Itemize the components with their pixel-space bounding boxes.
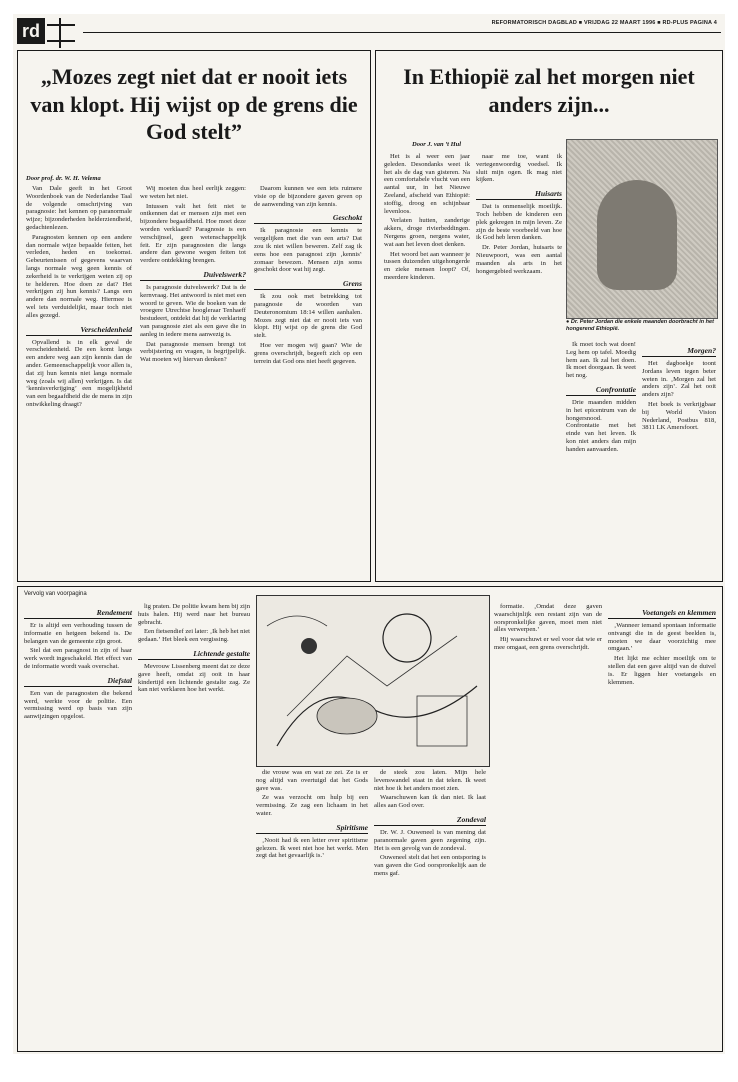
paragraph: Het dagboekje toont Jordans leven tegen beter weten in. ‚Morgen zal het anders zijn‛. Zal het ooit anders zijn?	[642, 360, 716, 399]
paragraph: Wij moeten dus heel eerlijk zeggen: we weten het niet.	[140, 185, 246, 200]
paragraph: Ik zou ook met betrekking tot paragnosie de woorden van Deuteronomium 18:14 willen aanhalen. Mozes zegt niet dat er nooit iets van klopt. Hij wijst op de grens die God stelt.	[254, 293, 362, 340]
paragraph: Verlaten hutten, zanderige akkers, droge rivierbeddingen. Nergens groen, nergens water, wat aan het leven doet denken.	[384, 217, 470, 248]
article-continuation	[17, 586, 723, 1052]
paragraph: Een van de paragnosten die bekend werd, werkte voor de politie. Een vermissing werd op basis van zijn aanwijzingen opgelost.	[24, 689, 132, 721]
paragraph: de steek zou laten. Mijn hele levenswandel staat in dat teken. Ik weet niet hoe ik het anders moet zien.	[374, 769, 486, 792]
paragraph: Daarom kunnen we een iets ruimere visie op de bijzondere gaven geven op de aanwending van zijn kennis.	[254, 185, 362, 208]
article-paragnosie	[17, 50, 371, 582]
paragraph: Hoe ver mogen wij gaan? Wie de grens overschrijdt, begeeft zich op een terrein dat God ons niet heeft gegeven.	[254, 341, 362, 365]
paragraph: Paragnosten kennen op een andere dan normale wijze bepaalde feiten, het verleden, heden en toekomst. Gebeurtenissen of gegevens waarvan langs normale weg geen kennis of zekerheid is te verkrijgen weten zij op te helderen. Hoe doen ze dat? Het verkrijgen zij hun kennis? Langs een andere dan normale weg. Hiermee is wel iets verduidelijkt, maar toch niet alles gezegd.	[26, 233, 132, 319]
paragraph: Er is altijd een verhouding tussen de informatie en hetgeen bekend is. De belangen van de gemeente zijn groot.	[24, 622, 132, 645]
illustration-drawing	[257, 596, 489, 766]
article-column-1	[384, 153, 470, 573]
paragraph: die vrouw was en wat ze zei. Ze is er nog altijd van overtuigd dat het Gods gave was.	[256, 769, 368, 792]
article-headline: „Mozes zegt niet dat er nooit iets van klopt. Hij wijst op de grens die God stelt”	[30, 64, 358, 144]
article-column-6	[608, 603, 716, 1043]
subheading: Zondeval	[374, 815, 486, 826]
portrait-photo	[566, 139, 718, 319]
subheading: Duivelswerk?	[140, 270, 246, 281]
continuation-label: Vervolg van voorpagina	[24, 591, 87, 597]
paragraph: ‚Wanneer iemand spontaan informatie ontvangt die in de geest beelden is, moeten we daar voorzichtig mee omgaan.‛	[608, 622, 716, 653]
article-byline: Door prof. dr. W. H. Velema	[26, 175, 101, 182]
person-silhouette	[597, 180, 677, 290]
paragraph: Het lijkt me echter moeilijk om te stellen dat een gave altijd van de duivel is. Er liggen hier voetangels en klemmen.	[608, 655, 716, 686]
paragraph: Mevrouw Lissenberg meent dat ze deze gave heeft, omdat zij ooit in haar kindertijd een lichtende gestalte zag. Ze kan niet verklaren hoe het werkt.	[138, 662, 250, 694]
paragraph: Het boek is verkrijgbaar bij World Vision Nederland, Postbus 818, 3811 LK Amersfoort.	[642, 400, 716, 432]
article-column-4	[642, 341, 716, 571]
article-headline: In Ethiopië zal het morgen niet anders zijn...	[403, 64, 695, 117]
photo-caption: ● Dr. Peter Jordan die enkele maanden doorbracht in het hongerend Ethiopië.	[566, 319, 716, 332]
paragraph: ‚Nooit had ik een letter over spiritisme gelezen. Ik weet niet hoe het werkt. Men zegt dat het gevaarlijk is.‛	[256, 836, 368, 860]
paragraph: Een fietsendief zei later: ‚Ik heb het niet gedaan.‛ Het bleek een vergissing.	[138, 628, 250, 644]
paragraph: Is paragnosie duivelswerk? Dat is de kernvraag. Het antwoord is niet met een woord te geven. Wie de boeken van de vroegere Utrechtse hoogleraar Tenhaeff bestudeert, ontdekt dat hij de verklaring van paragnosie ziet als een gave die in aanleg in iedere mens aanwezig is.	[140, 283, 246, 338]
subheading: Verscheidenheid	[26, 325, 132, 336]
subheading: Voetangels en klemmen	[608, 608, 716, 619]
masthead-meta: REFORMATORISCH DAGBLAD ■ VRIJDAG 22 MAART 1996 ■ RD-PLUS PAGINA 4	[491, 20, 717, 26]
paragraph: Dat is onmenselijk moeilijk. Toch hebben de kinderen een plek gekregen in mijn leven. Ze zijn de beste voorbeeld van hoe ik God heb leren danken.	[476, 203, 562, 242]
paragraph: Het is al weer een jaar geleden. Desondanks weet ik het als de dag van gisteren. Na een comfortabele vlucht van een aantal uur, in het Nieuwe Zeeland, afscheid van Ethiopië: stoffig, droog en schijnbaar levenloos.	[384, 153, 470, 215]
paragraph: Waarschuwen kan ik dan niet. Ik laat alles aan God over.	[374, 794, 486, 810]
article-column-3	[254, 185, 362, 575]
article-column-2	[140, 185, 246, 575]
plus-icon	[47, 24, 75, 42]
article-column-3	[256, 769, 368, 1043]
drawing-illustration	[256, 595, 490, 767]
paragraph: Opvallend is in elk geval de verscheidenheid. De een komt langs een andere weg aan zijn kennis dan de ander. Gemeenschappelijk voor allen is, dat zij hun kennis niet langs normale weg (zoals wij allen) verkrijgen. Is dat ‘kennisverkrijging’ een mogelijkheid van een begaafdheid die de mens in zijn ontwikkeling draagt?	[26, 338, 132, 408]
paragraph: Dat paragnosie mensen brengt tot verbijstering en vragen, is begrijpelijk. Wat moeten wij hiervan denken?	[140, 340, 246, 364]
article-column-4	[374, 769, 486, 1043]
paragraph: Hij waarschuwt er wel voor dat wie er mee omgaat, een grens overschrijdt.	[494, 636, 602, 651]
subheading: Geschokt	[254, 213, 362, 224]
newspaper-page	[13, 14, 725, 1054]
paragraph: Stel dat een paragnost in zijn of haar werk wordt ingeschakeld. Het effect van de informatie wordt vaak overschat.	[24, 647, 132, 670]
article-column-2	[476, 153, 562, 573]
subheading: Huisarts	[476, 189, 562, 200]
paragraph: Het woord bet aan wanneer je tussen duizenden uitgehongerde en zieke mensen loopt? Of, meerdere kinderen.	[384, 250, 470, 281]
article-column-3	[566, 341, 636, 571]
paragraph: naar me toe, want ik vertegenwoordig voedsel. Ik sluit mijn ogen. Ik mag niet kijken.	[476, 153, 562, 184]
paragraph: Ouweneel stelt dat het een ontsporing is van gaven die God oorspronkelijk aan de mens gaf.	[374, 854, 486, 877]
subheading: Spiritisme	[256, 823, 368, 834]
article-byline: Door J. van ’t Hul	[412, 141, 462, 148]
paragraph: lig praten. De politie kwam hem bij zijn huis halen. Hij werd naar het bureau gebracht.	[138, 603, 250, 626]
paragraph: Dr. W. J. Ouweneel is van mening dat paranormale gaven geen zegening zijn. Het is een gevolg van de zondeval.	[374, 828, 486, 852]
subheading: Grens	[254, 279, 362, 290]
subheading: Diefstal	[24, 676, 132, 687]
paragraph: Drie maanden midden in het epicentrum van de hongersnood. Confrontatie met het einde van het leven. Ik kon niet anders dan mijn handen aanvaarden.	[566, 398, 636, 453]
subheading: Rendement	[24, 608, 132, 619]
masthead-logo: rd	[17, 18, 45, 44]
article-ethiopie	[375, 50, 723, 582]
paragraph: Ze was verzocht om hulp bij een vermissing. Ze zag een lichaam in het water.	[256, 794, 368, 817]
subheading: Morgen?	[642, 346, 716, 357]
paragraph: Intussen valt het feit niet te ontkennen dat er mensen zijn met een bijzondere begaafdheid. Hoe moet deze worden verklaard? Paragnosie is een verschijnsel, geen wetenschappelijk feit. Er zijn paragnosten die langs andere dan gewone wegen feiten tot verdere ontdekking brengen.	[140, 202, 246, 265]
article-column-5	[494, 603, 602, 1043]
subheading: Lichtende gestalte	[138, 649, 250, 660]
article-column-2	[138, 603, 250, 1043]
subheading: Confrontatie	[566, 385, 636, 396]
paragraph: Dr. Peter Jordan, huisarts te Nieuwpoort, was een aantal maanden als arts in het hongergebied werkzaam.	[476, 244, 562, 275]
paragraph: formatie. ‚Omdat deze gaven waarschijnlijk een restant zijn van de oorspronkelijke gaven, moet men niet alles verwerpen.‛	[494, 603, 602, 634]
article-column-1	[26, 185, 132, 575]
paragraph: Van Dale geeft in het Groot Woordenboek van de Nederlandse Taal de volgende omschrijving van paragnosie: het kennen op paranormale wijze; bijzonderheden helderziendheid, gedachtenlezen.	[26, 185, 132, 231]
paragraph: Ik moet toch wat doen! Leg hem op tafel. Moedig hem aan. Ik zal het doen. Ik moet doorgaan. Ik weet het nog.	[566, 341, 636, 380]
article-column-1	[24, 603, 132, 1043]
paragraph: Ik paragnosie een kennis te vergelijken met die van een arts? Dat zou ik niet willen beweren. Zelf zag ik eens hoe een paragnost zijn ‚kennis‛ zomaar bewezen. Mensen zijn soms geschokt door wat hij zegt.	[254, 227, 362, 274]
header-rule	[83, 32, 721, 33]
